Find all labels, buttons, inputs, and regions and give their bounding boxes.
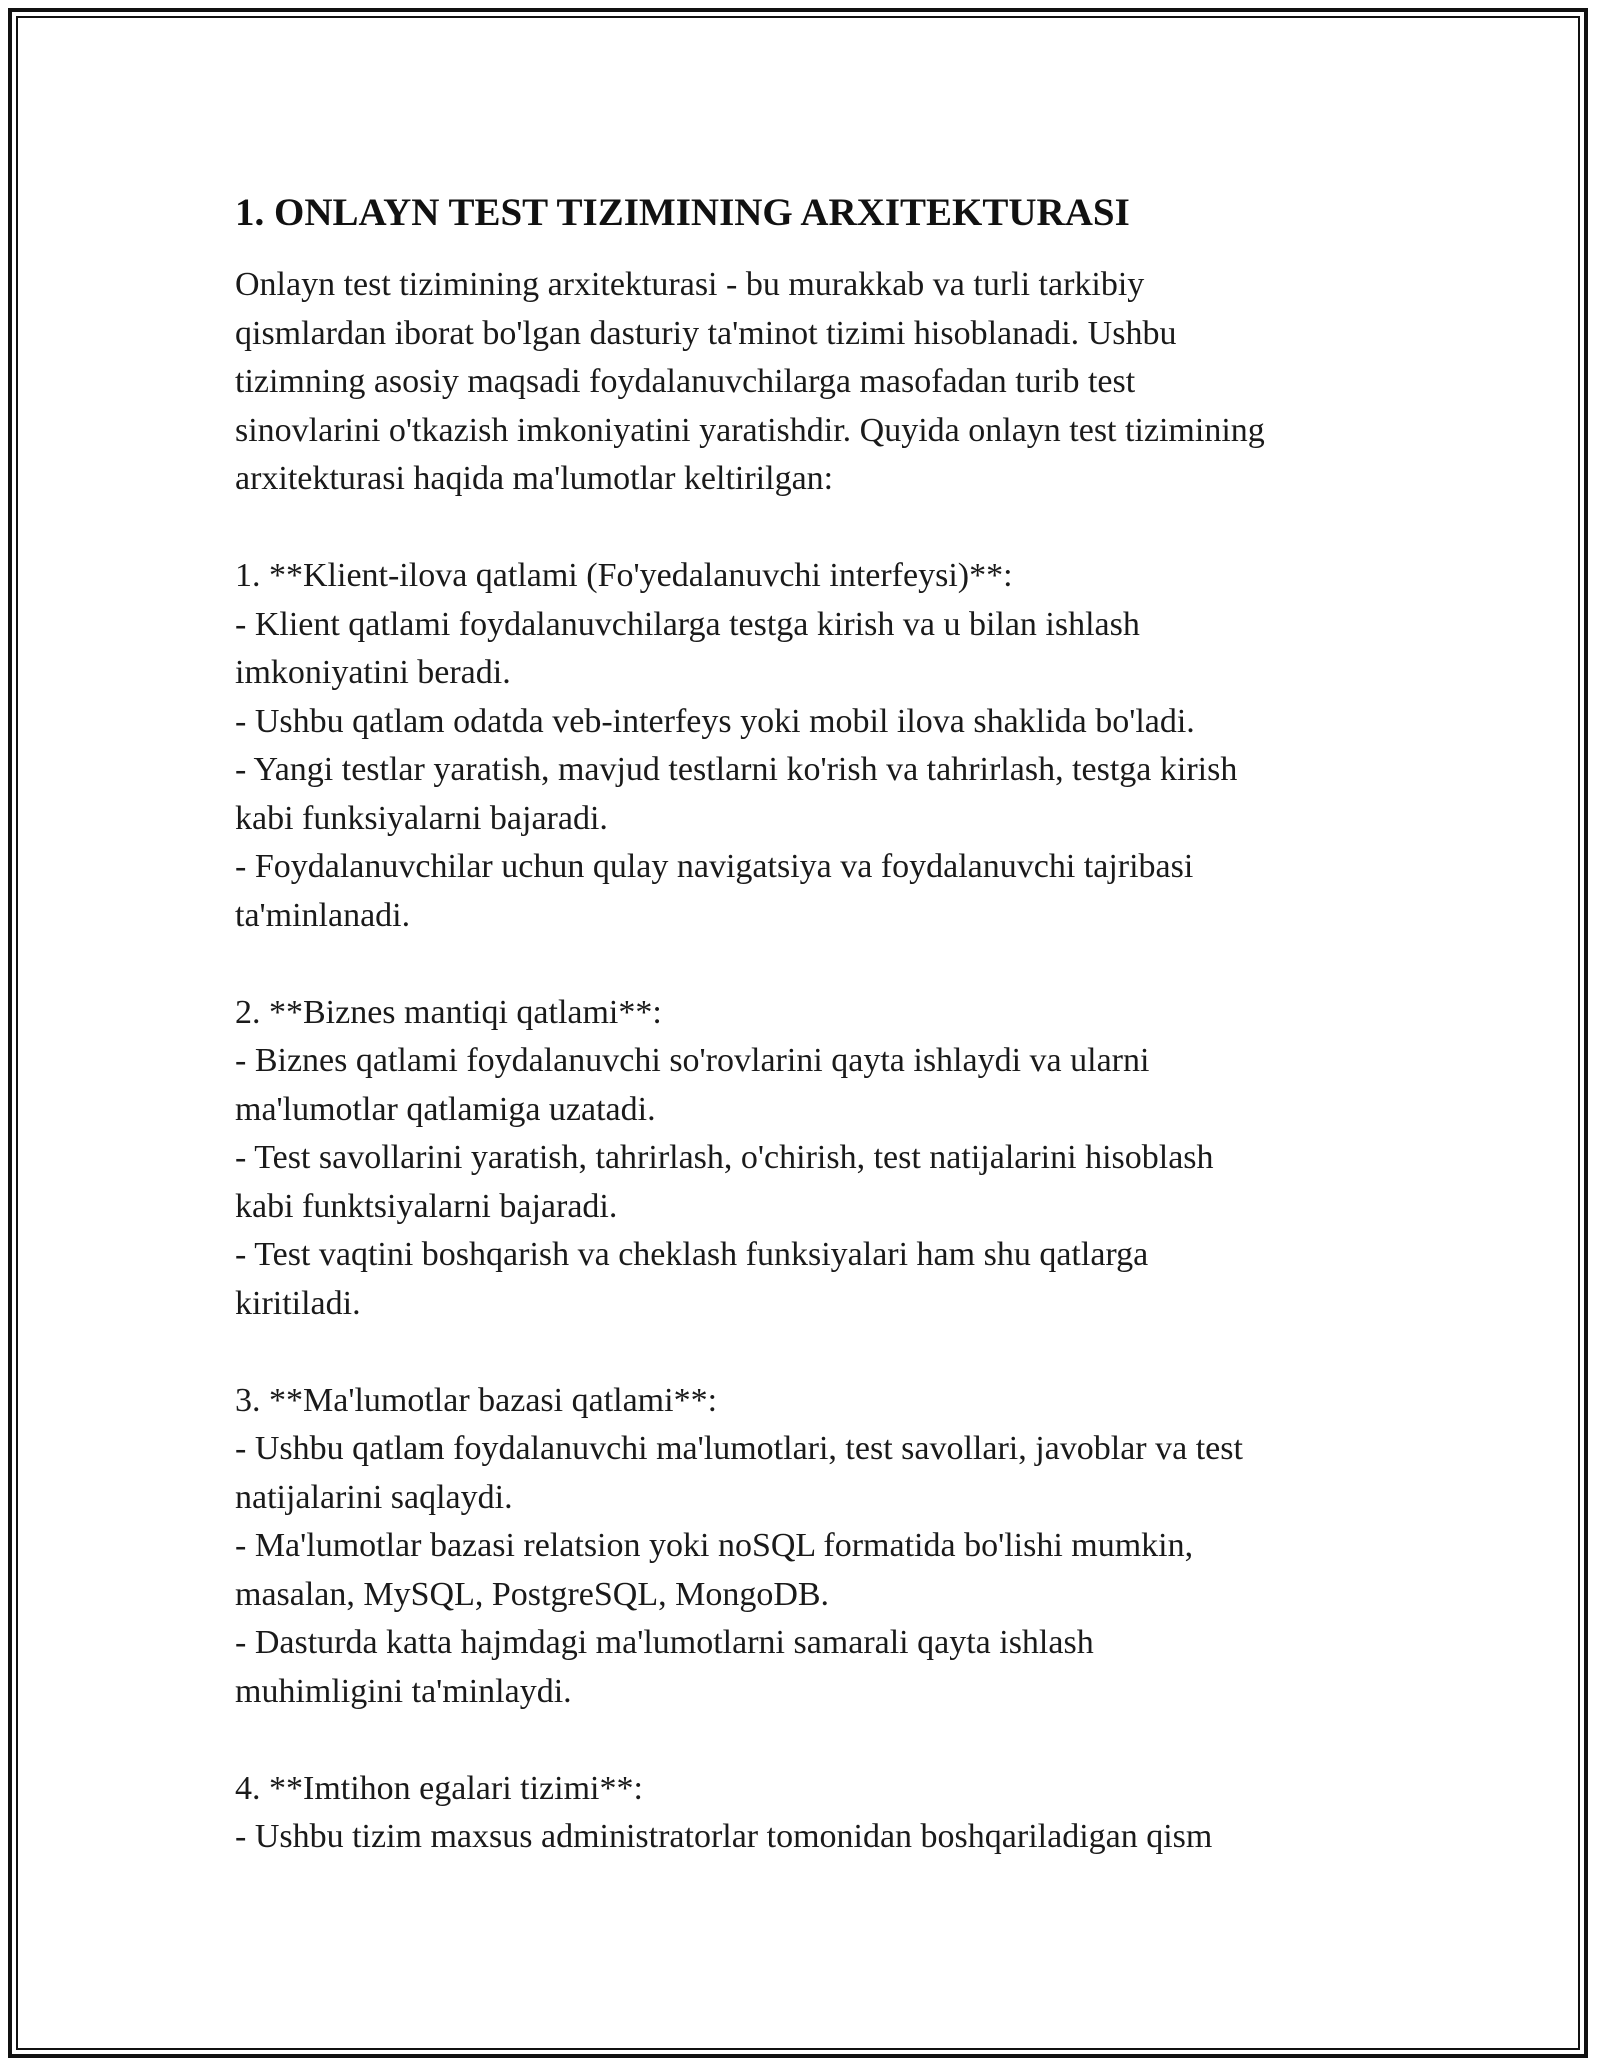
- section-4-body: - Ushbu tizim maxsus administratorlar tomonidan boshqariladigan qism: [235, 1818, 1213, 1855]
- intro-paragraph: Onlayn test tizimining arxitekturasi - bu murakkab va turli tarkibiy qismlardan iborat bo'lgan dasturiy ta'minot tizimi hisoblanadi. Ushbu tizimning asosiy maqsadi foydalanuvchilarga masofadan turib test sinovlarini o'tkazish imkoniyatini yaratishdir. Quyida onlayn test tizimining arxitekturasi haqida ma'lumotlar keltirilgan:: [235, 266, 1265, 497]
- section-4-heading: 4. **Imtihon egalari tizimi**:: [235, 1769, 643, 1807]
- section-3-body: - Ushbu qatlam foydalanuvchi ma'lumotlari, test savollari, javoblar va test natijalarini saqlaydi. - Ma'lumotlar bazasi relatsion yoki noSQL formatida bo'lishi mumkin, masalan, MySQL, PostgreSQL, MongoDB. - Dasturda katta hajmdagi ma'lumotlarni samarali qayta ishlash muhimligini ta'minlaydi.: [235, 1430, 1243, 1710]
- document-title: 1. ONLAYN TEST TIZIMINING ARXITEKTURASI: [235, 191, 1130, 234]
- paragraph-gap: [235, 1716, 1365, 1765]
- paragraph-gap: [235, 1328, 1365, 1377]
- document-body: [235, 185, 1365, 1862]
- section-2-heading: 2. **Biznes mantiqi qatlami**:: [235, 993, 662, 1031]
- paragraph-gap: [235, 504, 1365, 553]
- section-1-body: - Klient qatlami foydalanuvchilarga testga kirish va u bilan ishlash imkoniyatini beradi. - Ushbu qatlam odatda veb-interfeys yoki mobil ilova shaklida bo'ladi. - Yangi testlar yaratish, mavjud testlarni ko'rish va tahrirlash, testga kirish kabi funksiyalarni bajaradi. - Foydalanuvchilar uchun qulay navigatsiya va foydalanuvchi tajribasi ta'minlanadi.: [235, 605, 1238, 934]
- section-2-body: - Biznes qatlami foydalanuvchi so'rovlarini qayta ishlaydi va ularni ma'lumotlar qatlamiga uzatadi. - Test savollarini yaratish, tahrirlash, o'chirish, test natijalarini hisoblash kabi funktsiyalarni bajaradi. - Test vaqtini boshqarish va cheklash funksiyalari ham shu qatlarga kiritiladi.: [235, 1042, 1214, 1322]
- section-1-heading: 1. **Klient-ilova qatlami (Fo'yedalanuvchi interfeysi)**:: [235, 557, 1013, 594]
- paragraph-gap: [235, 940, 1365, 989]
- section-3-heading: 3. **Ma'lumotlar bazasi qatlami**:: [235, 1381, 718, 1419]
